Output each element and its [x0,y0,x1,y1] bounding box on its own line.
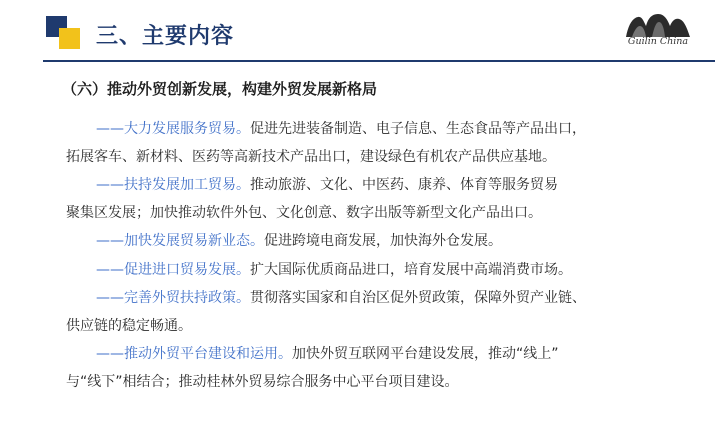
karst-hills-icon [618,12,698,38]
paragraph-highlight: ——推动外贸平台建设和运用。 [96,346,292,362]
paragraph-highlight: ——加快发展贸易新业态。 [96,233,264,249]
paragraph-processing-trade [66,172,686,227]
header-logo-squares [46,16,82,52]
yellow-square [59,28,80,49]
paragraph-highlight: ——扶持发展加工贸易。 [96,177,250,193]
guilin-brand-logo [618,12,698,52]
paragraph-text: 扩大国际优质商品进口，培育发展中高端消费市场。 [250,261,572,278]
brand-text: Guilin China [627,36,689,47]
paragraph-text: 加快外贸互联网平台建设发展，推动“线上” [292,346,559,362]
paragraph-text: 促进跨境电商发展，加快海外仓发展。 [264,233,502,249]
paragraph-highlight: ——促进进口贸易发展。 [96,261,250,278]
paragraph-service-trade [66,116,686,171]
paragraph-import-trade [66,257,686,285]
section-heading: （六）推动外贸创新发展，构建外贸发展新格局 [62,80,378,98]
paragraph-text: 推动旅游、文化、中医药、康养、体育等服务贸易 [250,177,558,193]
content-body [66,116,686,397]
paragraph-continuation: 供应链的稳定畅通。 [66,317,192,334]
paragraph-highlight: ——大力发展服务贸易。 [96,121,250,137]
paragraph-highlight: ——完善外贸扶持政策。 [96,290,250,306]
paragraph-text: 促进先进装备制造、电子信息、生态食品等产品出口， [250,121,586,137]
page-title: 三、主要内容 [96,24,235,49]
header-divider [43,60,715,62]
paragraph-platform [66,341,686,396]
paragraph-continuation: 与“线下”相结合；推动桂林外贸易综合服务中心平台项目建设。 [66,373,459,390]
paragraph-support-policy [66,285,686,340]
paragraph-text: 贯彻落实国家和自治区促外贸政策，保障外贸产业链、 [250,290,586,306]
paragraph-new-formats [66,228,686,256]
paragraph-continuation: 聚集区发展；加快推动软件外包、文化创意、数字出版等新型文化产品出口。 [66,204,542,221]
paragraph-continuation: 拓展客车、新材料、医药等高新技术产品出口，建设绿色有机农产品供应基地。 [66,148,556,165]
